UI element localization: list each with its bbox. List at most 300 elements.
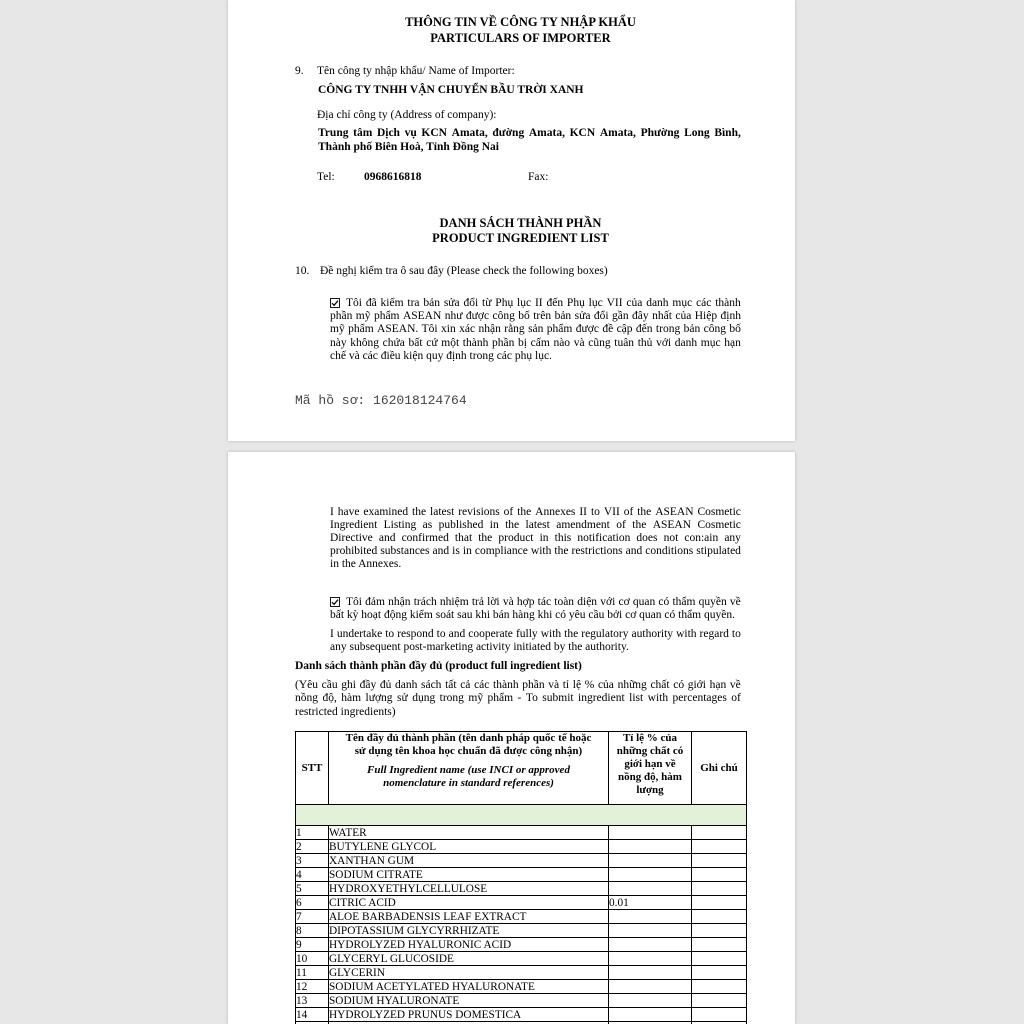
text-word: the xyxy=(637,505,652,518)
restricted-ratio-cell xyxy=(609,882,692,896)
stt-cell: 7 xyxy=(296,910,329,924)
note-cell xyxy=(692,910,747,924)
restricted-ratio-cell: 0.01 xyxy=(609,896,692,910)
text-word: submit xyxy=(542,691,574,704)
text-word: trách xyxy=(413,595,437,608)
ingredient-name-cell: WATER xyxy=(329,826,609,840)
text-word: danh xyxy=(394,678,418,691)
text-word: này xyxy=(330,336,347,349)
text-word: To xyxy=(525,691,538,704)
item-number-9: 9. xyxy=(295,64,304,77)
stt-cell: 9 xyxy=(296,938,329,952)
text-word: rằng xyxy=(504,323,525,335)
text-word: chứa xyxy=(382,336,405,349)
ingredient-name-cell: SODIUM ACETYLATED HYALURONATE xyxy=(329,980,609,994)
text-word: VII xyxy=(606,296,623,309)
text-word: thành xyxy=(493,678,519,691)
stt-cell: 14 xyxy=(296,1008,329,1022)
text-word: VII xyxy=(603,505,620,518)
text-word: tác xyxy=(537,595,552,608)
header-restricted-ratio xyxy=(609,732,692,805)
text-word: công xyxy=(492,309,515,322)
restricted-ratio-cell xyxy=(609,854,692,868)
restricted-ratio-cell xyxy=(609,840,692,854)
text-word: - xyxy=(517,691,522,704)
table-subheader-cell xyxy=(296,805,747,826)
text-word: dụng xyxy=(412,691,436,704)
text-word: of xyxy=(503,505,514,518)
text-word: have xyxy=(337,505,360,518)
text-word: undertake xyxy=(336,627,383,640)
text-word: được xyxy=(465,309,490,322)
text-word: hạn xyxy=(724,336,741,349)
text-word: về xyxy=(729,678,741,691)
note-cell xyxy=(692,840,747,854)
text-word: và xyxy=(502,595,514,608)
note-cell xyxy=(692,868,747,882)
text-word: đổi xyxy=(593,309,609,322)
stt-cell: 13 xyxy=(296,994,329,1008)
text-word: bố xyxy=(729,323,741,335)
text-word: conditions xyxy=(645,544,694,557)
text-word: lục xyxy=(588,296,603,309)
text-word: Listing xyxy=(383,518,417,531)
text-word: latest xyxy=(525,518,550,531)
text-word: một xyxy=(441,336,460,349)
text-word: danh xyxy=(646,296,669,309)
text-word: quan xyxy=(632,595,656,608)
address-line xyxy=(318,127,741,140)
undertaking-vi-line xyxy=(346,596,741,609)
text-word: (Yêu xyxy=(295,678,318,691)
ingredient-table xyxy=(295,731,747,1024)
text-word: product xyxy=(498,531,534,544)
note-cell xyxy=(692,966,747,980)
text-word: lục xyxy=(517,296,532,309)
text-word: các xyxy=(696,296,712,309)
table-row xyxy=(296,826,747,840)
text-word: của xyxy=(626,296,643,309)
text-word: với xyxy=(600,595,616,608)
text-word: nào xyxy=(553,336,571,349)
text-word: Ingredient xyxy=(330,518,378,531)
ingredient-name-cell: HYDROXYETHYLCELLULOSE xyxy=(329,882,609,896)
text-word: cứ xyxy=(426,336,438,349)
text-word: đường xyxy=(492,126,525,139)
text-word: giới xyxy=(687,678,706,691)
declaration-en-line xyxy=(330,545,741,558)
text-word: does xyxy=(636,531,658,544)
ingredient-list-title-vi: DANH SÁCH THÀNH PHẦN xyxy=(439,215,602,230)
table-row xyxy=(296,1008,747,1022)
note-cell xyxy=(692,938,747,952)
undertaking-vi-line: bất kỳ hoạt động kiểm soát sau khi bán hàng khi có yêu cầu bởi cơ quan có thẩm quyền. xyxy=(330,608,735,621)
ingredient-rows xyxy=(296,826,747,1024)
stt-cell: 2 xyxy=(296,840,329,854)
text-word: fully xyxy=(515,627,538,640)
text-word: của xyxy=(675,309,692,322)
text-word: bố xyxy=(518,309,530,322)
restricted-ratio-cell xyxy=(609,1008,692,1022)
stt-cell: 10 xyxy=(296,952,329,966)
text-word: Trung xyxy=(318,126,349,139)
text-word: bị xyxy=(518,336,527,349)
item-number-10: 10. xyxy=(295,264,310,277)
header-name-vi-line: Tên đầy đủ thành phần (tên danh pháp quốc tế hoặc xyxy=(345,732,592,744)
note-cell xyxy=(692,1008,747,1022)
table-row xyxy=(296,896,747,910)
text-word: sửa xyxy=(443,296,460,309)
text-word: toàn xyxy=(554,595,575,608)
text-word: the xyxy=(554,544,569,557)
table-row xyxy=(296,868,747,882)
dossier-code: Mã hồ sơ: 162018124764 xyxy=(295,392,467,408)
importer-title-vi: THÔNG TIN VỀ CÔNG TY NHẬP KHẨU xyxy=(405,14,636,29)
check-instruction: Đề nghị kiểm tra ô sau đây (Please check the following boxes) xyxy=(320,264,608,277)
text-word: phần xyxy=(492,336,515,349)
undertaking-en-line: any subsequent post-marketing activity initiated by the authority. xyxy=(330,640,629,653)
text-word: với xyxy=(656,336,672,349)
text-word: bất xyxy=(408,336,423,349)
text-word: list xyxy=(629,691,644,704)
text-word: kiểm xyxy=(380,296,404,309)
text-word: as xyxy=(422,518,433,531)
text-word: Amata, xyxy=(528,126,565,139)
text-word: độ, xyxy=(322,691,337,704)
text-word: lệ xyxy=(572,678,582,691)
text-word: any xyxy=(724,531,741,544)
text-word: with xyxy=(530,544,552,557)
text-word: regulatory xyxy=(581,627,629,640)
text-word: được xyxy=(575,323,599,335)
text-word: and xyxy=(432,544,450,557)
text-word: and xyxy=(448,627,466,640)
header-name-en-line: Full Ingredient name (use INCI or approved xyxy=(367,764,570,776)
text-word: Cosmetic xyxy=(697,518,741,531)
text-word: đủ xyxy=(379,678,392,691)
ingredient-name-cell: HYDROLYZED PRUNUS DOMESTICA xyxy=(329,1008,609,1022)
text-word: hạn xyxy=(709,678,727,691)
restricted-ratio-cell xyxy=(609,994,692,1008)
text-word: nhất xyxy=(652,309,672,322)
note-cell xyxy=(692,826,747,840)
text-word: stipulated xyxy=(696,544,741,557)
text-word: và xyxy=(548,678,560,691)
text-word: revisions xyxy=(458,505,500,518)
text-word: examined xyxy=(363,505,409,518)
note-cell xyxy=(692,980,747,994)
text-word: tâm xyxy=(353,126,373,139)
address-line: Thành phố Biên Hoà, Tỉnh Đồng Nai xyxy=(318,140,499,153)
text-word: ghi xyxy=(341,678,356,691)
note-cell xyxy=(692,896,747,910)
ingredient-name-cell: XANTHAN GUM xyxy=(329,854,609,868)
text-word: đầy xyxy=(359,678,377,691)
stt-cell: 4 xyxy=(296,868,329,882)
address-label: Địa chỉ công ty (Address of company): xyxy=(317,108,497,121)
text-word: tất xyxy=(445,678,457,691)
text-word: Tôi xyxy=(346,595,362,608)
text-word: xác xyxy=(459,323,476,335)
text-word: mục xyxy=(672,296,693,309)
text-word: ASEAN xyxy=(402,309,442,322)
text-word: this xyxy=(554,531,572,544)
text-word: đến xyxy=(635,323,653,335)
text-word: to xyxy=(590,505,600,518)
importer-name-label: Tên công ty nhập khẩu/ Name of Importer: xyxy=(317,64,515,77)
text-word: with xyxy=(647,691,669,704)
text-word: of xyxy=(731,691,741,704)
table-row xyxy=(296,938,747,952)
text-word: KCN xyxy=(569,126,596,139)
ingredient-name-cell: GLYCERYL GLUCOSIDE xyxy=(329,952,609,966)
text-word: % xyxy=(584,678,595,691)
text-word: từ xyxy=(482,296,492,309)
text-word: sách xyxy=(420,678,442,691)
text-word: latest xyxy=(430,505,455,518)
text-word: mỹ xyxy=(330,323,345,335)
table-subheader-row xyxy=(296,805,747,826)
text-word: những xyxy=(617,678,647,691)
header-ratio-line: giới hạn về xyxy=(624,758,676,770)
text-word: cũng xyxy=(588,336,611,349)
text-word: công xyxy=(703,323,726,335)
text-word: with xyxy=(676,627,697,640)
text-word: the xyxy=(632,518,647,531)
text-word: compliance xyxy=(474,544,528,557)
text-word: con:ain xyxy=(684,531,719,544)
text-word: bản xyxy=(423,296,440,309)
text-word: Annexes xyxy=(535,505,576,518)
text-word: II xyxy=(534,296,543,309)
text-word: cả xyxy=(460,678,471,691)
ingredient-name-cell: GLYCERIN xyxy=(329,966,609,980)
header-ratio-line: lượng xyxy=(636,784,664,796)
header-note: Ghi chú xyxy=(692,732,747,805)
table-row xyxy=(296,980,747,994)
text-word: đã xyxy=(365,296,377,309)
full-list-note-line xyxy=(295,679,741,692)
text-word: định xyxy=(720,309,741,322)
text-word: confirmed xyxy=(401,531,449,544)
ingredient-list-title-en: PRODUCT INGREDIENT LIST xyxy=(432,230,609,245)
text-word: thẩm xyxy=(672,595,696,608)
text-word: in xyxy=(489,518,499,531)
stt-cell: 3 xyxy=(296,854,329,868)
restricted-ratio-cell xyxy=(609,952,692,966)
table-row xyxy=(296,952,747,966)
text-word: diện xyxy=(577,595,598,608)
text-word: lời xyxy=(487,595,500,608)
text-word: thành xyxy=(462,336,489,349)
text-word: phẩm xyxy=(373,309,400,322)
text-word: Directive xyxy=(330,531,373,544)
text-word: the xyxy=(412,505,427,518)
text-word: KCN xyxy=(421,126,447,139)
text-word: và xyxy=(573,336,585,349)
declaration-en-line: in the Annexes. xyxy=(330,557,402,570)
table-row xyxy=(296,882,747,896)
text-word: and xyxy=(378,531,396,544)
declaration-vi-line xyxy=(346,297,741,310)
text-word: ingredient xyxy=(578,691,625,704)
declaration-vi-line: chế và các điều kiện quy định trong các phụ lục. xyxy=(330,349,552,362)
text-word: danh xyxy=(674,336,698,349)
text-word: of xyxy=(623,505,634,518)
text-word: in xyxy=(462,544,472,557)
text-word: hàm xyxy=(341,691,362,704)
text-word: mục xyxy=(700,336,721,349)
table-row xyxy=(296,840,747,854)
text-word: đảm xyxy=(365,595,385,608)
text-word: trả xyxy=(471,595,484,608)
text-word: published xyxy=(438,518,484,531)
text-word: I xyxy=(330,505,334,518)
ingredient-name-cell: BUTYLENE GLYCOL xyxy=(329,840,609,854)
text-word: Phụ xyxy=(495,296,514,309)
text-word: I xyxy=(330,627,334,640)
text-word: thành xyxy=(715,296,741,309)
table-header-row xyxy=(296,732,747,805)
declaration-vi-first-line xyxy=(330,297,741,310)
declaration-vi-line xyxy=(330,337,741,350)
text-word: sản xyxy=(528,323,544,335)
text-word: như xyxy=(444,309,463,322)
table-row xyxy=(296,994,747,1008)
text-word: gần xyxy=(612,309,629,322)
text-word: in xyxy=(539,531,549,544)
text-word: trên xyxy=(533,309,552,322)
text-word: to xyxy=(385,627,395,640)
stt-cell: 1 xyxy=(296,826,329,840)
text-word: Dịch xyxy=(376,126,400,139)
header-ratio-line: Tỉ lệ % của xyxy=(622,732,678,744)
text-word: Hiệp xyxy=(694,309,718,322)
declaration-en-line xyxy=(330,506,741,519)
text-word: hợp xyxy=(516,595,535,608)
text-word: đổi xyxy=(463,296,479,309)
text-word: thủ xyxy=(637,336,653,349)
ingredient-name-cell: SODIUM HYALURONATE xyxy=(329,994,609,1008)
header-ratio-line: nồng độ, hàm xyxy=(618,771,682,783)
text-word: of xyxy=(616,518,626,531)
text-word: phần xyxy=(330,309,353,322)
text-word: trong xyxy=(655,323,681,335)
note-cell xyxy=(692,994,747,1008)
text-word: chất xyxy=(650,678,670,691)
text-word: các xyxy=(474,678,490,691)
text-word: cooperate xyxy=(468,627,513,640)
text-word: quyền xyxy=(698,595,727,608)
text-word: lượng xyxy=(365,691,393,704)
undertaking-vi-first-line xyxy=(330,596,741,609)
note-cell xyxy=(692,924,747,938)
ingredient-name-cell: ALOE BARBADENSIS LEAF EXTRACT xyxy=(329,910,609,924)
note-cell xyxy=(692,854,747,868)
text-word: the xyxy=(517,505,532,518)
text-word: sửa xyxy=(574,309,591,322)
fax-label: Fax: xyxy=(528,170,549,183)
text-word: tuân xyxy=(614,336,635,349)
restricted-ratio-cell xyxy=(609,826,692,840)
stt-cell: 5 xyxy=(296,882,329,896)
tel-label: Tel: xyxy=(317,170,335,183)
text-word: to xyxy=(436,627,446,640)
text-word: nồng xyxy=(295,691,318,704)
text-word: đây xyxy=(632,309,649,322)
restricted-ratio-cell xyxy=(609,910,692,924)
checkbox-checked-icon xyxy=(330,597,340,607)
text-word: nhận xyxy=(478,323,501,335)
stt-cell: 8 xyxy=(296,924,329,938)
text-word: with xyxy=(540,627,562,640)
text-word: is xyxy=(452,544,460,557)
text-word: ASEAN. xyxy=(377,323,419,335)
restricted-ratio-cell xyxy=(609,938,692,952)
text-word: có xyxy=(673,678,685,691)
declaration-vi-line xyxy=(330,310,741,323)
restricted-ratio-cell xyxy=(609,868,692,882)
text-word: phần xyxy=(522,678,545,691)
text-word: Bình, xyxy=(714,126,741,139)
ingredient-name-cell: DIPOTASSIUM GLYCYRRHIZATE xyxy=(329,924,609,938)
text-word: tra xyxy=(407,296,420,309)
text-word: Phụ xyxy=(566,296,585,309)
checkbox-checked-icon xyxy=(330,298,340,308)
text-word: tỉ xyxy=(562,678,570,691)
importer-company-name: CÔNG TY TNHH VẬN CHUYỂN BẦU TRỜI XANH xyxy=(318,83,584,96)
text-word: cấm xyxy=(530,336,550,349)
header-stt: STT xyxy=(296,732,329,805)
header-ingredient-name xyxy=(329,732,609,805)
stt-cell: 11 xyxy=(296,966,329,980)
text-word: authority xyxy=(631,627,674,640)
text-word: của xyxy=(597,678,614,691)
text-word: II xyxy=(579,505,588,518)
text-word: đề xyxy=(602,323,614,335)
text-word: Amata, xyxy=(451,126,488,139)
text-word: amendment xyxy=(556,518,610,531)
text-word: ASEAN xyxy=(655,505,694,518)
text-word: respond xyxy=(397,627,434,640)
text-word: the xyxy=(505,518,520,531)
declaration-en-line xyxy=(330,519,741,532)
text-word: phẩm xyxy=(487,691,514,704)
text-word: cơ xyxy=(618,595,630,608)
text-word: phẩm xyxy=(348,323,374,335)
text-word: có xyxy=(658,595,670,608)
text-word: ASEAN xyxy=(652,518,692,531)
text-word: cầu xyxy=(321,678,338,691)
header-name-en-line: nomenclature in standard references) xyxy=(383,777,554,789)
text-word: vụ xyxy=(404,126,417,139)
restricted-ratio-cell xyxy=(609,980,692,994)
tel-value: 0968616818 xyxy=(364,170,422,183)
text-word: đến xyxy=(546,296,564,309)
full-list-note-line: restricted ingredients) xyxy=(295,705,396,718)
ingredient-name-cell: CITRIC ACID xyxy=(329,896,609,910)
text-word: xin xyxy=(441,323,456,335)
declaration-vi-line xyxy=(330,323,741,336)
undertaking-en-line xyxy=(330,628,741,641)
text-word: Cosmetic xyxy=(697,505,741,518)
text-word: substances xyxy=(380,544,430,557)
table-row xyxy=(296,966,747,980)
text-word: notification xyxy=(577,531,631,544)
table-row xyxy=(296,854,747,868)
text-word: to xyxy=(731,627,741,640)
text-word: cập xyxy=(616,323,633,335)
